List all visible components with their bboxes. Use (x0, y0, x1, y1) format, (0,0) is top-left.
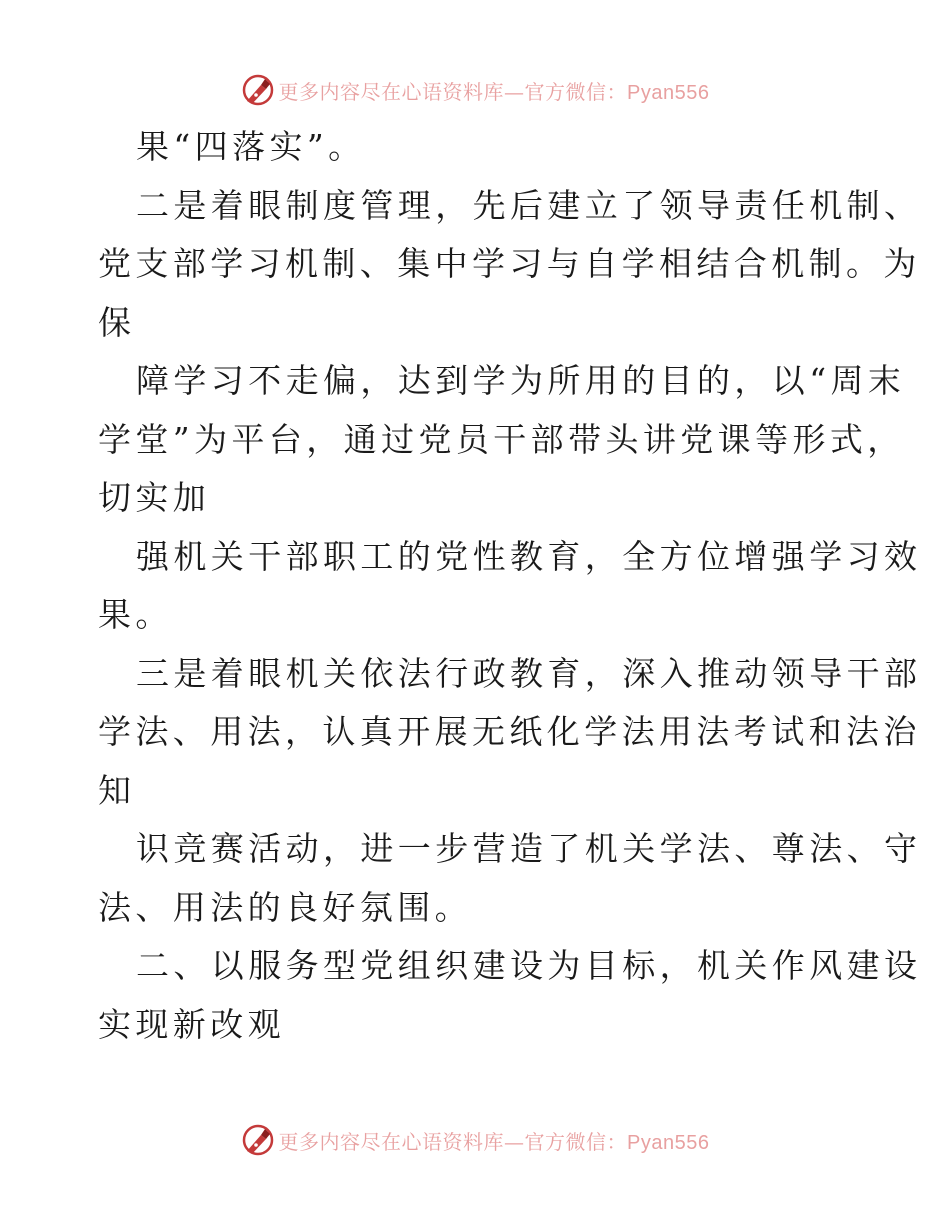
watermark-wechat-id: Pyan556 (627, 1131, 710, 1154)
watermark-text (279, 76, 710, 105)
text-line: 学堂”为平台，通过党员干部带头讲党课等形式， (98, 419, 905, 459)
text-line: 三是着眼机关依法行政教育，深入推动领导干部 (136, 653, 922, 693)
document-body (98, 118, 922, 1054)
text-line: 法、用法的良好氛围。 (98, 887, 472, 927)
text-line: 切实加 (98, 478, 211, 517)
text-line: 党支部学习机制、集中学习与自学相结合机制。为 (98, 244, 921, 283)
text-line: 知 (98, 770, 136, 810)
text-line: 强机关干部职工的党性教育，全方位增强学习效 (136, 536, 922, 576)
text-line: 保 (98, 302, 136, 342)
text-line: 实现新改观 (98, 1004, 285, 1044)
watermark-wechat-id: Pyan556 (627, 81, 710, 104)
text-line: 障学习不走偏，达到学为所用的目的，以“周末 (136, 361, 906, 400)
watermark-label: 更多内容尽在心语资料库—官方微信： (278, 79, 628, 104)
text-line: 二是着眼制度管理，先后建立了领导责任机制、 (136, 185, 922, 225)
text-line: 果。 (98, 595, 173, 634)
header-watermark (0, 70, 950, 110)
text-line: 识竞赛活动，进一步营造了机关学法、尊法、守 (136, 829, 922, 868)
footer-watermark (0, 1120, 950, 1160)
watermark-label: 更多内容尽在心语资料库—官方微信： (278, 1129, 628, 1154)
pen-logo-icon (241, 1123, 275, 1157)
text-line: 学法、用法，认真开展无纸化学法用法考试和法治 (98, 712, 921, 751)
pen-logo-icon (241, 73, 275, 107)
watermark-text (279, 1126, 710, 1155)
text-line: 二、以服务型党组织建设为目标，机关作风建设 (136, 946, 922, 985)
text-line: 果“四落实”。 (136, 127, 366, 166)
